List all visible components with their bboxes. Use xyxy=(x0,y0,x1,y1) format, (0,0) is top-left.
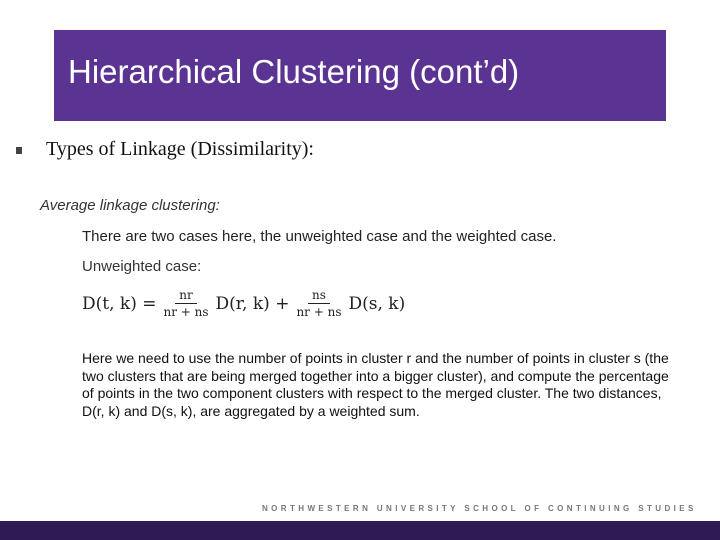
formula-fraction-2 xyxy=(292,288,345,319)
fraction-1-numerator: nr xyxy=(175,288,196,304)
bullet-item xyxy=(16,138,314,161)
content-subheading: Average linkage clustering: xyxy=(40,197,220,214)
formula-term-1: D(r, k) + xyxy=(215,293,290,314)
formula-fraction-1 xyxy=(159,288,212,319)
footer-bar xyxy=(0,521,720,540)
intro-text: There are two cases here, the unweighted case and the weighted case. xyxy=(82,228,557,245)
title-banner xyxy=(54,30,666,121)
footer-institution: NORTHWESTERN UNIVERSITY SCHOOL OF CONTINUING STUDIES xyxy=(262,504,697,513)
fraction-2-numerator: ns xyxy=(308,288,330,304)
fraction-1-denominator: nr + ns xyxy=(163,305,209,319)
slide-title: Hierarchical Clustering (cont’d) xyxy=(68,53,520,90)
bullet-text: Types of Linkage (Dissimilarity): xyxy=(46,138,314,160)
case-label: Unweighted case: xyxy=(82,258,202,275)
explanation-paragraph: Here we need to use the number of points in cluster r and the number of points in cluster s (the two clusters that are being merged together into a bigger cluster), and compute the percentage of points in the two component clusters with respect to the merged cluster. The two distances, D(r, k) and D(s, k), are aggregated by a weighted sum. xyxy=(82,350,669,419)
linkage-formula xyxy=(82,288,405,319)
bullet-square-icon xyxy=(16,147,22,154)
formula-lhs: D(t, k) = xyxy=(82,293,157,314)
fraction-2-denominator: nr + ns xyxy=(296,305,342,319)
formula-term-2: D(s, k) xyxy=(348,293,406,314)
